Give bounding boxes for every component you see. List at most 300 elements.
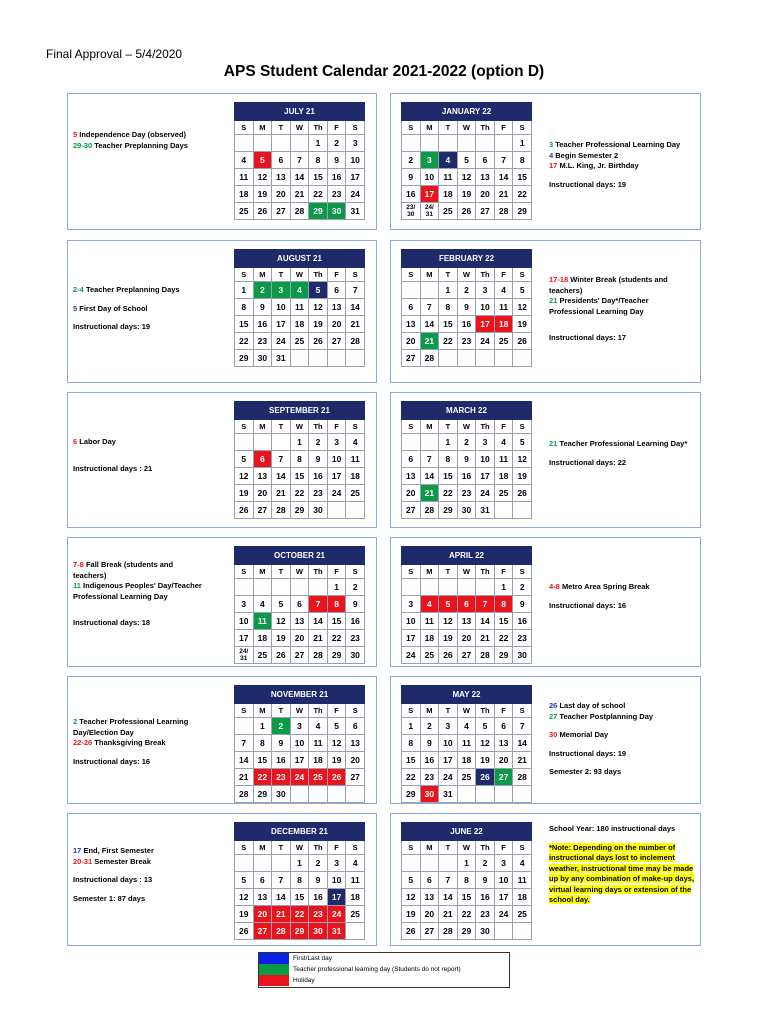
- week-row: [402, 596, 532, 613]
- day-cell: [494, 923, 513, 940]
- week-row: [402, 316, 532, 333]
- month-name: FEBRUARY 22: [402, 250, 532, 268]
- note-text: Instructional days: 16: [549, 600, 627, 610]
- day-cell: 2: [457, 434, 476, 451]
- day-cell: [457, 579, 476, 596]
- note-spacer: [549, 722, 695, 730]
- weekday-header: T: [439, 565, 458, 579]
- day-cell: 31: [476, 502, 495, 519]
- day-cell: 29: [290, 923, 309, 940]
- day-cell: 21: [309, 630, 328, 647]
- day-cell: 29: [513, 203, 532, 220]
- weekday-header: Th: [309, 565, 328, 579]
- weekday-header: S: [346, 841, 365, 855]
- week-row: [235, 786, 365, 803]
- day-cell: 4: [420, 596, 439, 613]
- day-cell: 5: [457, 152, 476, 169]
- week-row: [402, 468, 532, 485]
- note-text: Presidents' Day*/Teacher Professional Learning Day: [549, 296, 649, 316]
- day-cell: 31: [272, 350, 291, 367]
- weekday-header: S: [235, 121, 254, 135]
- day-cell: 28: [346, 333, 365, 350]
- month-notes: [549, 275, 695, 344]
- day-cell: [513, 923, 532, 940]
- day-cell: 9: [476, 872, 495, 889]
- note-text: Metro Area Spring Break: [561, 582, 650, 591]
- day-cell: 13: [327, 299, 346, 316]
- day-cell: 19: [457, 186, 476, 203]
- day-cell: 9: [457, 299, 476, 316]
- week-row: [402, 718, 532, 735]
- day-cell: 11: [494, 451, 513, 468]
- day-cell: 29: [309, 203, 328, 220]
- week-row: [402, 152, 532, 169]
- weekday-header: S: [235, 420, 254, 434]
- weekday-header: M: [253, 420, 272, 434]
- day-cell: 18: [346, 889, 365, 906]
- note-text: Instructional days: 19: [549, 179, 627, 189]
- week-row: [402, 282, 532, 299]
- day-cell: 4: [235, 152, 254, 169]
- day-cell: 9: [402, 169, 421, 186]
- day-cell: 13: [253, 468, 272, 485]
- note-text: Indigenous Peoples' Day/Teacher Professional Learning Day: [73, 581, 202, 601]
- day-cell: 1: [327, 579, 346, 596]
- note-spacer: [73, 886, 208, 894]
- day-cell: 10: [235, 613, 254, 630]
- weekday-header: T: [272, 704, 291, 718]
- day-cell: 23: [513, 630, 532, 647]
- day-cell: 2: [253, 282, 272, 299]
- day-cell: 14: [235, 752, 254, 769]
- note-line: [73, 437, 208, 448]
- day-cell: 21: [346, 316, 365, 333]
- day-cell: 27: [290, 647, 309, 664]
- day-cell: 11: [235, 169, 254, 186]
- day-cell: [346, 923, 365, 940]
- day-cell: 26: [439, 647, 458, 664]
- day-cell: 17: [476, 316, 495, 333]
- day-cell: 10: [476, 299, 495, 316]
- note-line: [549, 712, 695, 723]
- week-row: [235, 579, 365, 596]
- day-cell: 6: [476, 152, 495, 169]
- note-dates: 2-4: [73, 285, 84, 294]
- day-cell: 29: [327, 647, 346, 664]
- weekday-header: S: [402, 121, 421, 135]
- day-cell: 7: [476, 596, 495, 613]
- note-text: Instructional days: 18: [73, 618, 151, 627]
- week-row: [235, 299, 365, 316]
- day-cell: 7: [309, 596, 328, 613]
- day-cell: 4: [346, 434, 365, 451]
- day-cell: 28: [420, 350, 439, 367]
- legend-item: [259, 975, 509, 986]
- week-row: [402, 647, 532, 664]
- month-calendar: [401, 249, 532, 367]
- day-cell: 18: [494, 316, 513, 333]
- day-cell: 12: [402, 889, 421, 906]
- day-cell: 18: [235, 186, 254, 203]
- month-calendar: [234, 102, 365, 220]
- day-cell: [476, 579, 495, 596]
- day-cell: [272, 855, 291, 872]
- week-row: [402, 786, 532, 803]
- weekday-header: Th: [309, 704, 328, 718]
- month-panel: [67, 676, 377, 804]
- month-calendar: [234, 685, 365, 803]
- day-cell: 22: [290, 485, 309, 502]
- weekday-header: Th: [476, 121, 495, 135]
- day-cell: 21: [494, 186, 513, 203]
- day-cell: 21: [235, 769, 254, 786]
- day-cell: 3: [327, 855, 346, 872]
- day-cell: 29: [290, 502, 309, 519]
- weekday-header: S: [235, 841, 254, 855]
- weekday-header: M: [253, 268, 272, 282]
- day-cell: 16: [327, 169, 346, 186]
- note-line: [549, 843, 695, 906]
- weekday-header: F: [327, 268, 346, 282]
- day-cell: 2: [272, 718, 291, 735]
- day-cell: 22: [253, 769, 272, 786]
- note-line: [549, 275, 695, 296]
- day-cell: 22: [494, 630, 513, 647]
- day-cell: 19: [439, 630, 458, 647]
- day-cell: 3: [420, 152, 439, 169]
- day-cell: 16: [309, 468, 328, 485]
- day-cell: 16: [253, 316, 272, 333]
- note-spacer: [73, 867, 208, 875]
- day-cell: [253, 855, 272, 872]
- weekday-header: F: [327, 704, 346, 718]
- day-cell: [402, 282, 421, 299]
- day-cell: 7: [494, 152, 513, 169]
- month-name: MARCH 22: [402, 402, 532, 420]
- weekday-header: S: [346, 565, 365, 579]
- weekday-header: F: [494, 565, 513, 579]
- day-cell: 4: [494, 434, 513, 451]
- month-notes: [549, 582, 695, 611]
- month-name: OCTOBER 21: [235, 547, 365, 565]
- month-calendar: [234, 249, 365, 367]
- day-cell: 21: [420, 333, 439, 350]
- day-cell: [439, 855, 458, 872]
- day-cell: 13: [494, 735, 513, 752]
- day-cell: 7: [272, 451, 291, 468]
- day-cell: 20: [253, 906, 272, 923]
- day-cell: 28: [272, 923, 291, 940]
- weekday-header: S: [346, 420, 365, 434]
- note-spacer: [549, 593, 695, 601]
- day-cell: 2: [402, 152, 421, 169]
- day-cell: 19: [272, 630, 291, 647]
- day-cell: 10: [420, 169, 439, 186]
- day-cell: [235, 135, 254, 152]
- note-text: Begin Semester 2: [555, 150, 619, 160]
- month-name: NOVEMBER 21: [235, 686, 365, 704]
- weekday-header: S: [235, 704, 254, 718]
- week-row: [235, 906, 365, 923]
- day-cell: 12: [309, 299, 328, 316]
- day-cell: 12: [235, 889, 254, 906]
- day-cell: 6: [327, 282, 346, 299]
- day-cell: 5: [513, 434, 532, 451]
- note-text: Teacher Professional Learning Day: [555, 140, 681, 149]
- day-cell: 7: [439, 872, 458, 889]
- note-text: Semester Break: [94, 856, 151, 866]
- day-cell: 1: [309, 135, 328, 152]
- day-cell: 30: [476, 923, 495, 940]
- day-cell: [476, 786, 495, 803]
- day-cell: 30: [253, 350, 272, 367]
- day-cell: 10: [327, 872, 346, 889]
- day-cell: 14: [439, 889, 458, 906]
- day-cell: 10: [327, 451, 346, 468]
- weekday-header: S: [402, 841, 421, 855]
- day-cell: 22: [439, 333, 458, 350]
- day-cell: 26: [309, 333, 328, 350]
- day-cell: 13: [402, 316, 421, 333]
- weekday-header: S: [513, 420, 532, 434]
- month-name: JANUARY 22: [402, 103, 532, 121]
- day-cell: 17: [327, 468, 346, 485]
- day-cell: 18: [439, 186, 458, 203]
- week-row: [235, 186, 365, 203]
- day-cell: 9: [420, 735, 439, 752]
- day-cell: 27: [494, 769, 513, 786]
- day-cell: 10: [439, 735, 458, 752]
- day-cell: [420, 135, 439, 152]
- day-cell: 18: [494, 468, 513, 485]
- note-line: [549, 701, 695, 712]
- day-cell: 25: [346, 485, 365, 502]
- day-cell: 14: [513, 735, 532, 752]
- weekday-header: S: [346, 268, 365, 282]
- day-cell: 15: [309, 169, 328, 186]
- day-cell: 8: [253, 735, 272, 752]
- day-cell: 26: [513, 333, 532, 350]
- day-cell: 21: [476, 630, 495, 647]
- day-cell: 18: [290, 316, 309, 333]
- note-text: Fall Break (students and teachers): [73, 560, 174, 580]
- note-text: Teacher Professional Learning Day*: [559, 439, 688, 448]
- month-calendar: [401, 546, 532, 664]
- day-cell: 3: [327, 434, 346, 451]
- weekday-header: T: [439, 268, 458, 282]
- month-calendar: [401, 822, 532, 940]
- note-text: End, First Semester: [83, 846, 154, 855]
- day-cell: 27: [327, 333, 346, 350]
- note-line: [73, 130, 208, 141]
- month-calendar: [234, 546, 365, 664]
- day-cell: 16: [346, 613, 365, 630]
- note-dates: 4-8: [549, 582, 560, 591]
- note-spacer: [549, 741, 695, 749]
- day-cell: 26: [272, 647, 291, 664]
- day-cell: 16: [457, 468, 476, 485]
- day-cell: 15: [253, 752, 272, 769]
- note-text: Instructional days : 21: [73, 463, 153, 473]
- day-cell: 25: [290, 333, 309, 350]
- day-cell: 1: [290, 855, 309, 872]
- weekday-header: F: [494, 704, 513, 718]
- day-cell: 17: [494, 889, 513, 906]
- day-cell: 17: [290, 752, 309, 769]
- day-cell: 28: [309, 647, 328, 664]
- day-cell: 25: [457, 769, 476, 786]
- day-cell: 16: [402, 186, 421, 203]
- week-row: [235, 718, 365, 735]
- legend-swatch: [259, 975, 289, 986]
- weekday-header: W: [457, 420, 476, 434]
- day-cell: [253, 434, 272, 451]
- day-cell: [420, 282, 439, 299]
- day-cell: 10: [272, 299, 291, 316]
- note-line: [549, 824, 695, 835]
- note-text: Memorial Day: [559, 730, 609, 739]
- note-spacer: [73, 448, 208, 456]
- day-cell: [402, 135, 421, 152]
- day-cell: 13: [476, 169, 495, 186]
- weekday-header: F: [327, 121, 346, 135]
- week-row: [235, 769, 365, 786]
- day-cell: 28: [494, 203, 513, 220]
- day-cell: 23: [476, 906, 495, 923]
- day-cell: 26: [327, 769, 346, 786]
- day-cell: 24: [476, 333, 495, 350]
- day-cell: 4: [346, 855, 365, 872]
- day-cell: 2: [420, 718, 439, 735]
- day-cell: 13: [272, 169, 291, 186]
- day-cell: 15: [457, 889, 476, 906]
- note-text: Teacher Professional Learning Day/Election Day: [73, 717, 189, 737]
- day-cell: 20: [402, 333, 421, 350]
- day-cell: 5: [272, 596, 291, 613]
- day-cell: 26: [513, 485, 532, 502]
- day-cell: 20: [272, 186, 291, 203]
- note-text: Instructional days: 19: [73, 322, 151, 331]
- week-row: [235, 169, 365, 186]
- note-dates: 17: [73, 846, 82, 855]
- day-cell: 27: [402, 350, 421, 367]
- day-cell: 23: [457, 485, 476, 502]
- weekday-header: M: [420, 268, 439, 282]
- week-row: [402, 735, 532, 752]
- note-spacer: [73, 749, 208, 757]
- day-cell: 30: [457, 502, 476, 519]
- day-cell: 3: [402, 596, 421, 613]
- note-line: [549, 333, 695, 344]
- weekday-header: F: [494, 121, 513, 135]
- day-cell: 17: [420, 186, 439, 203]
- day-cell: 20: [253, 485, 272, 502]
- day-cell: [494, 502, 513, 519]
- note-dates: 30: [549, 730, 558, 739]
- day-cell: 11: [309, 735, 328, 752]
- day-cell: 17: [439, 752, 458, 769]
- day-cell: [513, 350, 532, 367]
- week-row: [235, 647, 365, 664]
- day-cell: 7: [420, 299, 439, 316]
- note-line: [73, 141, 208, 152]
- weekday-header: T: [272, 121, 291, 135]
- day-cell: [494, 350, 513, 367]
- note-spacer: [549, 172, 695, 180]
- weekday-header: Th: [476, 841, 495, 855]
- day-cell: 18: [420, 630, 439, 647]
- note-spacer: [549, 759, 695, 767]
- month-name: MAY 22: [402, 686, 532, 704]
- day-cell: 22: [290, 906, 309, 923]
- day-cell: 4: [457, 718, 476, 735]
- day-cell: 14: [272, 468, 291, 485]
- day-cell: [513, 502, 532, 519]
- day-cell: 28: [272, 502, 291, 519]
- weekday-header: Th: [476, 704, 495, 718]
- day-cell: 5: [476, 718, 495, 735]
- day-cell: 1: [253, 718, 272, 735]
- weekday-header: M: [253, 841, 272, 855]
- day-cell: 6: [457, 596, 476, 613]
- day-cell: 2: [457, 282, 476, 299]
- day-cell: 19: [235, 485, 254, 502]
- week-row: [235, 735, 365, 752]
- day-cell: 26: [235, 502, 254, 519]
- day-cell: 6: [420, 872, 439, 889]
- weekday-header: M: [420, 565, 439, 579]
- week-row: [235, 502, 365, 519]
- note-line: [549, 749, 695, 760]
- day-cell: 25: [494, 333, 513, 350]
- week-row: [235, 923, 365, 940]
- weekday-header: T: [439, 121, 458, 135]
- day-cell: 19: [327, 752, 346, 769]
- day-cell: 16: [476, 889, 495, 906]
- note-spacer: [73, 456, 208, 464]
- day-cell: 27: [253, 502, 272, 519]
- day-cell: [457, 135, 476, 152]
- week-row: [235, 485, 365, 502]
- day-cell: 20: [402, 485, 421, 502]
- day-cell: 28: [235, 786, 254, 803]
- weekday-header: T: [439, 704, 458, 718]
- note-spacer: [549, 835, 695, 843]
- weekday-header: S: [235, 268, 254, 282]
- month-calendar: [234, 822, 365, 940]
- day-cell: 20: [457, 630, 476, 647]
- note-text: Semester 2: 93 days: [549, 767, 622, 776]
- day-cell: 24/ 31: [235, 647, 254, 664]
- day-cell: 21: [272, 485, 291, 502]
- legend-item: [259, 964, 509, 975]
- day-cell: 7: [420, 451, 439, 468]
- day-cell: 5: [309, 282, 328, 299]
- day-cell: 8: [439, 299, 458, 316]
- weekday-header: T: [272, 268, 291, 282]
- note-spacer: [549, 325, 695, 333]
- note-text: Teacher Preplanning Days: [85, 285, 180, 294]
- note-dates: 27: [549, 711, 558, 721]
- day-cell: 22: [513, 186, 532, 203]
- day-cell: 28: [476, 647, 495, 664]
- day-cell: 1: [290, 434, 309, 451]
- day-cell: 20: [476, 186, 495, 203]
- note-text: Independence Day (observed): [79, 130, 186, 139]
- week-row: [402, 299, 532, 316]
- day-cell: [402, 434, 421, 451]
- day-cell: [235, 579, 254, 596]
